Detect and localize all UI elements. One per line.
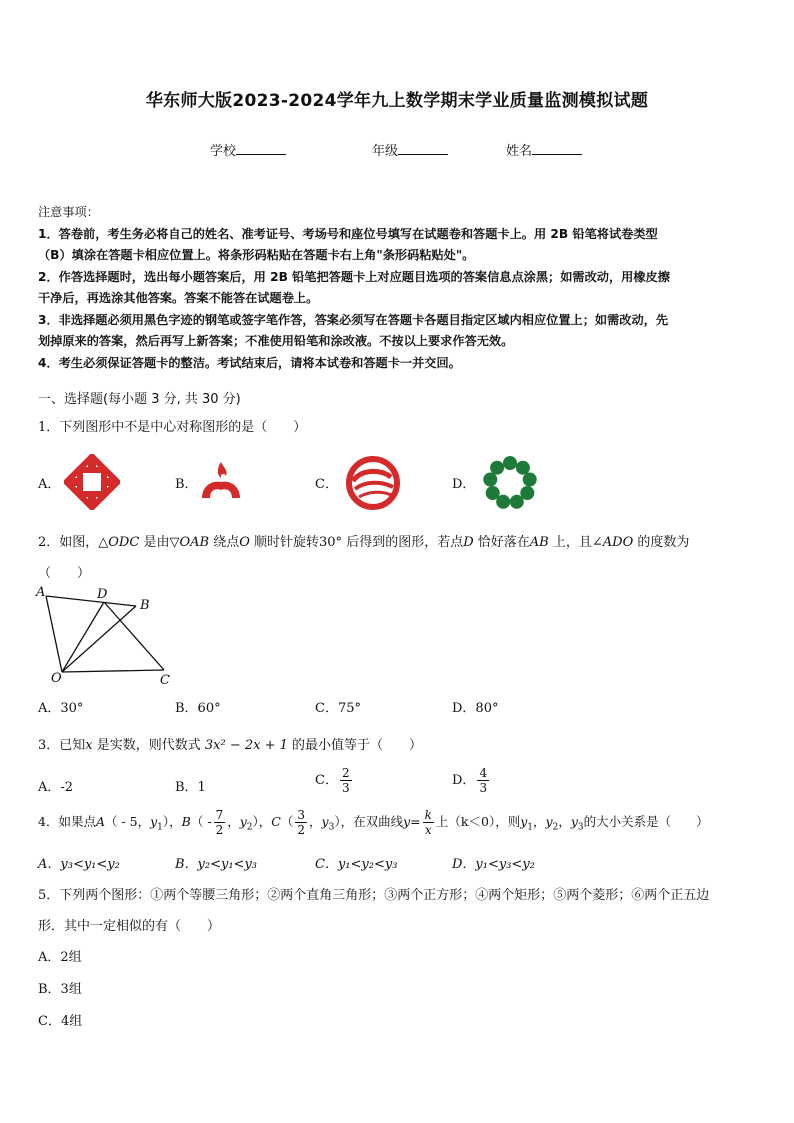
school-blank[interactable]	[236, 142, 286, 155]
fraction: $\frac{7}{2}$	[215, 808, 224, 837]
q3-option-d: D． $\frac{4}{3}$	[452, 766, 488, 795]
q2-option-b: B．60°	[175, 701, 221, 716]
name-blank[interactable]	[532, 142, 582, 155]
question-4-stem: 4．如果点A（ - 5，$y_1$），B（ - $\frac{7}{2}$ ，$y_2$），C（ $\frac{3}{2}$ ，$y_3$），在双曲线y= $\frac{k}{x}$ 上（k＜0），则$y_1$，$y_2$，$y_3$的大小关系是（ ）	[38, 808, 709, 837]
notice-line: 2．作答选择题时，选出每小题答案后，用 2B 铅笔把答题卡上对应题目选项的答案信息点涂黑；如需改动，用橡皮擦	[38, 269, 670, 284]
notice-block	[38, 202, 758, 374]
notice-line: 1．答卷前，考生务必将自己的姓名、准考证号、考场号和座位号填写在试题卷和答题卡上。用 2B 铅笔将试卷类型	[38, 226, 658, 241]
notice-line: 3．非选择题必须用黑色字迹的钢笔或签字笔作答，答案必须写在答题卡各题目指定区域内相应位置上；如需改动，先	[38, 312, 669, 327]
q3-option-c: C． $\frac{2}{3}$	[315, 766, 350, 795]
q2-option-a: A．30°	[38, 701, 84, 716]
flower-logo-icon	[482, 455, 538, 511]
question-5-line-2: 形．其中一定相似的有（ ）	[38, 919, 221, 934]
question-3-stem: 3．已知x 是实数，则代数式 3x² − 2x + 1 的最小值等于（ ）	[38, 738, 423, 753]
grade-field: 年级	[372, 140, 448, 159]
notice-line: 划掉原来的答案，然后再写上新答案；不准使用铅笔和涂改液。不按以上要求作答无效。	[38, 334, 514, 348]
q1-option-c-label: C．	[315, 477, 338, 492]
q5-option-a: A．2组	[38, 950, 82, 965]
school-field: 学校	[210, 140, 286, 159]
question-1-stem: 1．下列图形中不是中心对称图形的是（ ）	[38, 420, 307, 435]
point-a-label: A	[36, 585, 46, 600]
knot-logo-icon	[64, 454, 120, 510]
q2-option-c: C．75°	[315, 701, 361, 716]
fraction: $\frac{2}{3}$	[341, 766, 350, 795]
fraction: $\frac{k}{x}$	[424, 808, 432, 837]
point-b-label: B	[140, 598, 150, 613]
fraction: $\frac{4}{3}$	[479, 766, 488, 795]
q1-option-d-label: D．	[452, 477, 476, 492]
swirl-logo-icon	[345, 455, 401, 511]
point-o-label: O	[51, 671, 62, 686]
q1-option-b-label: B．	[175, 477, 198, 492]
section-heading: 一、选择题(每小题 3 分, 共 30 分)	[38, 392, 241, 407]
question-2-paren: （ ）	[38, 566, 91, 581]
page-title: 华东师大版2023-2024学年九上数学期末学业质量监测模拟试题	[145, 91, 649, 111]
notice-heading: 注意事项：	[38, 205, 99, 219]
flame-logo-icon	[198, 460, 244, 500]
q2-option-d: D．80°	[452, 701, 499, 716]
name-field: 姓名	[506, 140, 582, 159]
notice-line: 干净后，再选涂其他答案。答案不能答在试题卷上。	[38, 291, 319, 305]
q3-option-b: B．1	[175, 780, 206, 795]
q5-option-b: B．3组	[38, 982, 82, 997]
rotation-diagram	[34, 584, 184, 688]
q4-option-c: C．y₁<y₂<y₃	[315, 857, 398, 872]
q4-option-d: D．y₁<y₃<y₂	[452, 857, 535, 872]
q1-option-a-label: A．	[38, 477, 61, 492]
point-d-label: D	[97, 587, 108, 602]
notice-line: （B）填涂在答题卡相应位置上。将条形码粘贴在答题卡右上角"条形码粘贴处"。	[38, 248, 475, 262]
fraction: $\frac{3}{2}$	[297, 808, 306, 837]
point-c-label: C	[160, 673, 170, 688]
q5-option-c: C．4组	[38, 1014, 83, 1029]
q4-option-a: A．y₃<y₁<y₂	[38, 857, 120, 872]
q4-option-b: B．y₂<y₁<y₃	[175, 857, 258, 872]
question-2-stem: 2．如图，△ODC 是由▽OAB 绕点O 顺时针旋转30° 后得到的图形，若点D 恰好落在AB 上，且∠ADO 的度数为	[38, 535, 690, 550]
q3-option-a: A．-2	[38, 780, 74, 795]
grade-blank[interactable]	[398, 142, 448, 155]
notice-line: 4．考生必须保证答题卡的整洁。考试结束后，请将本试卷和答题卡一并交回。	[38, 355, 461, 370]
question-5-line-1: 5．下列两个图形：①两个等腰三角形；②两个直角三角形；③两个正方形；④两个矩形；⑤两个菱形；⑥两个正五边	[38, 888, 710, 903]
